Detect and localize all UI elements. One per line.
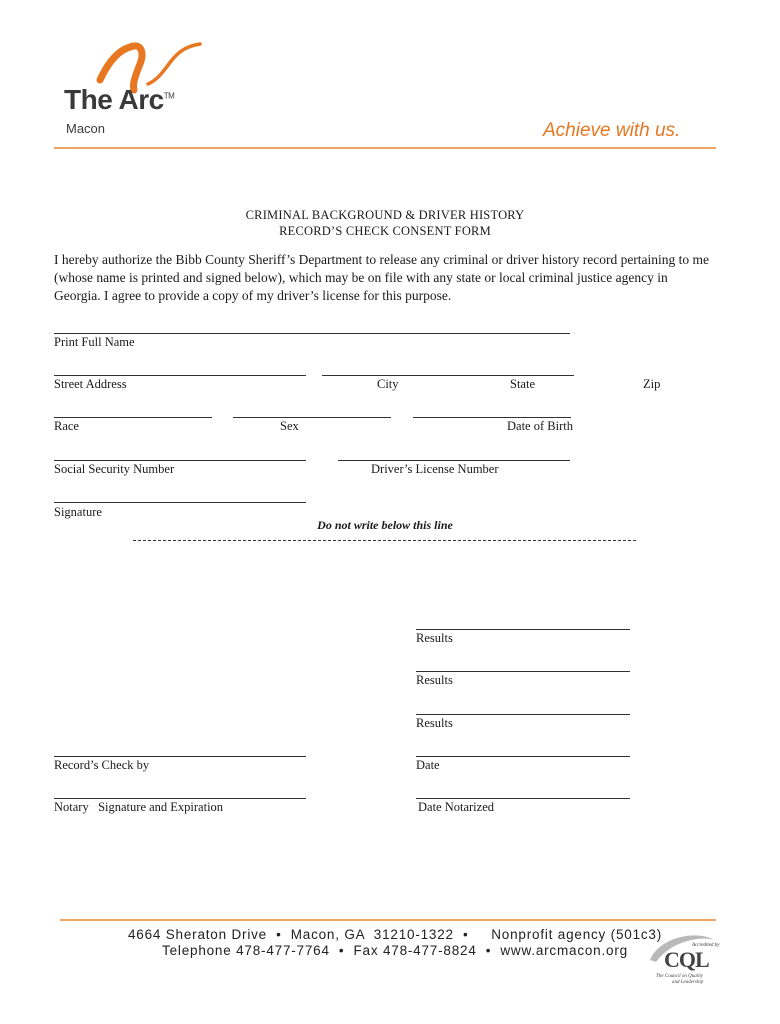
date-of-birth-label: Date of Birth	[507, 419, 573, 433]
authorization-paragraph: I hereby authorize the Bibb County Sheriff’s Department to release any criminal or driver history record pertaining to me (whose name is printed and signed below), which may be on file with any state or local criminal justice agency in Georgia. I agree to provide a copy of my driver’s license for this purpose.	[54, 252, 710, 303]
date-notarized-field[interactable]	[416, 798, 630, 799]
sex-label: Sex	[280, 419, 299, 433]
date-label: Date	[416, 758, 440, 772]
seal-name-1: The Council on Quality	[656, 974, 704, 979]
date-field[interactable]	[416, 756, 630, 757]
seal-letters: CQL	[664, 947, 709, 972]
city-label: City	[377, 377, 399, 391]
results-label-1: Results	[416, 631, 453, 645]
full-name-field[interactable]	[54, 333, 570, 334]
drivers-license-label: Driver’s License Number	[371, 462, 499, 476]
logo-wordmark: The Arc™	[64, 84, 175, 115]
records-check-by-label: Record’s Check by	[54, 758, 150, 772]
ssn-label: Social Security Number	[54, 462, 175, 476]
notary-signature-field[interactable]	[54, 798, 306, 799]
signature-label: Signature	[54, 505, 102, 519]
race-field[interactable]	[54, 417, 212, 418]
full-name-label: Print Full Name	[54, 335, 135, 349]
do-not-write-notice: Do not write below this line	[317, 518, 453, 532]
race-label: Race	[54, 419, 79, 433]
street-address-label: Street Address	[54, 377, 127, 391]
header-divider	[54, 147, 716, 149]
results-field-2[interactable]	[416, 671, 630, 672]
state-label: State	[510, 377, 535, 391]
dashed-divider	[133, 540, 636, 541]
trademark-mark: TM	[163, 91, 175, 101]
signature-field[interactable]	[54, 502, 306, 503]
sex-field[interactable]	[233, 417, 391, 418]
notary-label: Notary Signature and Expiration	[54, 800, 224, 814]
seal-name-2: and Leadership	[672, 980, 704, 985]
tagline: Achieve with us.	[543, 120, 681, 141]
seal-accredited-text: Accredited by	[692, 943, 720, 948]
results-field-1[interactable]	[416, 629, 630, 630]
results-label-3: Results	[416, 716, 453, 730]
city-state-zip-field[interactable]	[322, 375, 574, 376]
form-title-line-1: CRIMINAL BACKGROUND & DRIVER HISTORY	[245, 208, 525, 222]
form-title-line-2: RECORD’S CHECK CONSENT FORM	[279, 224, 491, 238]
date-notarized-label: Date Notarized	[418, 800, 495, 814]
drivers-license-field[interactable]	[338, 460, 570, 461]
street-address-field[interactable]	[54, 375, 306, 376]
footer-divider	[60, 919, 716, 921]
results-field-3[interactable]	[416, 714, 630, 715]
cql-accreditation-seal-icon	[648, 930, 720, 986]
results-label-2: Results	[416, 673, 453, 687]
date-of-birth-field[interactable]	[413, 417, 571, 418]
ssn-field[interactable]	[54, 460, 306, 461]
footer-address: 4664 Sheraton Drive • Macon, GA 31210-1322 • Nonprofit agency (501c3)	[127, 927, 663, 942]
zip-label: Zip	[643, 377, 661, 391]
records-check-by-field[interactable]	[54, 756, 306, 757]
logo-city: Macon	[66, 121, 106, 136]
footer-contact: Telephone 478-477-7764 • Fax 478-477-8824 • www.arcmacon.org	[162, 943, 628, 958]
